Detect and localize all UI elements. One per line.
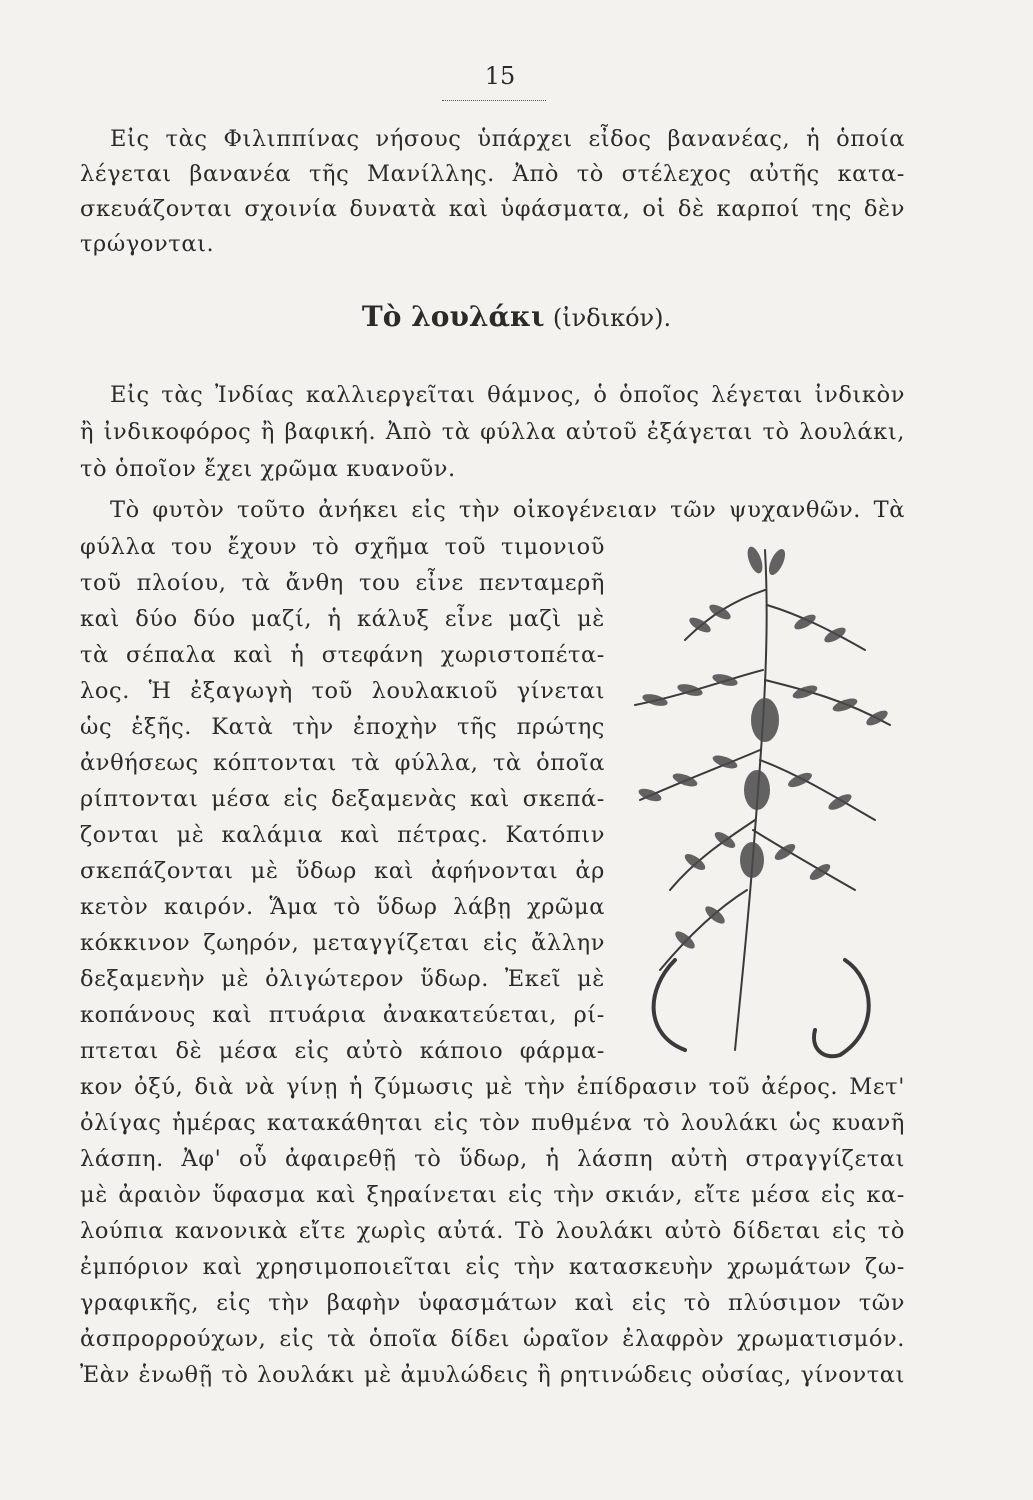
text-line: Εἰς τὰς Ἰνδίας καλλιεργεῖται θάμνος, ὁ ὁποῖος λέγεται ἰνδικὸν xyxy=(110,382,905,408)
text-line: πτεται δὲ μέσα εἰς αὐτὸ κάποιο φάρμα- xyxy=(80,1038,605,1064)
text-line: ἢ ἰνδικοφόρος ἢ βαφική. Ἀπὸ τὰ φύλλα αὐτοῦ ἐξάγεται τὸ λουλάκι, xyxy=(80,419,905,445)
section-subtitle: (ἰνδικόν). xyxy=(552,304,672,332)
text-line: φύλλα του ἔχουν τὸ σχῆμα τοῦ τιμονιοῦ xyxy=(80,534,605,560)
text-line: τὸ ὁποῖον ἔχει χρῶμα κυανοῦν. xyxy=(80,456,456,482)
text-line: καὶ δύο δύο μαζί, ἡ κάλυξ εἶνε μαζὶ μὲ xyxy=(80,606,605,632)
page-number-rule xyxy=(442,100,546,101)
text-line: Εἰς τὰς Φιλιππίνας νήσους ὑπάρχει εἶδος βανανέας, ἡ ὁποία xyxy=(110,126,905,152)
text-line: ἀσπρορρούχων, εἰς τὰ ὁποῖα δίδει ὡραῖον ἐλαφρὸν χρωματισμόν. xyxy=(80,1326,905,1352)
text-line: τρώγονται. xyxy=(80,231,215,257)
text-line: ζονται μὲ καλάμια καὶ πέτρας. Κατόπιν xyxy=(80,822,605,848)
text-line: κοπάνους καὶ πτυάρια ἀνακατεύεται, ρί- xyxy=(80,1002,605,1028)
text-line: ἀνθήσεως κόπτονται τὰ φύλλα, τὰ ὁποῖα xyxy=(80,750,605,776)
page-number: 15 xyxy=(484,62,516,90)
text-line: σκευάζονται σχοινία δυνατὰ καὶ ὑφάσματα, οἱ δὲ καρποί της δὲν xyxy=(80,196,905,222)
text-line: λέγεται βανανέα τῆς Μανίλλης. Ἀπὸ τὸ στέλεχος αὐτῆς κατα- xyxy=(80,161,905,187)
text-line: ἐμπόριον καὶ χρησιμοποιεῖται εἰς τὴν κατασκευὴν χρωμάτων ζω- xyxy=(80,1254,905,1280)
indigo-plant-illustration xyxy=(615,530,905,1070)
text-line: λάσπη. Ἀφ' οὗ ἀφαιρεθῇ τὸ ὕδωρ, ἡ λάσπη αὐτὴ στραγγίζεται xyxy=(80,1146,905,1172)
text-line: δεξαμενὴν μὲ ὀλιγώτερον ὕδωρ. Ἐκεῖ μὲ xyxy=(80,966,605,992)
text-line: λούπια κανονικὰ εἴτε χωρὶς αὐτά. Τὸ λουλάκι αὐτὸ δίδεται εἰς τὸ xyxy=(80,1218,905,1244)
text-line: κόκκινον ζωηρόν, μεταγγίζεται εἰς ἄλλην xyxy=(80,930,605,956)
text-line: μὲ ἀραιὸν ὕφασμα καὶ ξηραίνεται εἰς τὴν σκιάν, εἴτε μέσα εἰς κα- xyxy=(80,1182,905,1208)
text-line: Ἐὰν ἑνωθῇ τὸ λουλάκι μὲ ἀμυλώδεις ἢ ρητινώδεις οὐσίας, γίνονται xyxy=(80,1362,905,1388)
text-line: Τὸ φυτὸν τοῦτο ἀνήκει εἰς τὴν οἰκογένειαν τῶν ψυχανθῶν. Τὰ xyxy=(110,497,905,523)
text-line: τοῦ πλοίου, τὰ ἄνθη του εἶνε πενταμερῆ xyxy=(80,570,605,596)
section-title: Τὸ λουλάκι xyxy=(361,300,545,333)
text-line: ρίπτονται μέσα εἰς δεξαμενὰς καὶ σκεπά- xyxy=(80,786,605,812)
text-line: κον ὀξύ, διὰ νὰ γίνῃ ἡ ζύμωσις μὲ τὴν ἐπίδρασιν τοῦ ἀέρος. Μετ' xyxy=(80,1074,905,1100)
section-heading xyxy=(0,300,1033,333)
text-line: κετὸν καιρόν. Ἅμα τὸ ὕδωρ λάβῃ χρῶμα xyxy=(80,894,605,920)
text-line: γραφικῆς, εἰς τὴν βαφὴν ὑφασμάτων καὶ εἰς τὸ πλύσιμον τῶν xyxy=(80,1290,905,1316)
text-line: ὡς ἑξῆς. Κατὰ τὴν ἐποχὴν τῆς πρώτης xyxy=(80,714,605,740)
text-line: ὀλίγας ἡμέρας κατακάθηται εἰς τὸν πυθμένα τὸ λουλάκι ὡς κυανῆ xyxy=(80,1110,905,1136)
text-line: λος. Ἡ ἐξαγωγὴ τοῦ λουλακιοῦ γίνεται xyxy=(80,678,605,704)
text-line: σκεπάζονται μὲ ὕδωρ καὶ ἀφήνονται ἀρ xyxy=(80,858,605,884)
text-line: τὰ σέπαλα καὶ ἡ στεφάνη χωριστοπέτα- xyxy=(80,642,605,668)
